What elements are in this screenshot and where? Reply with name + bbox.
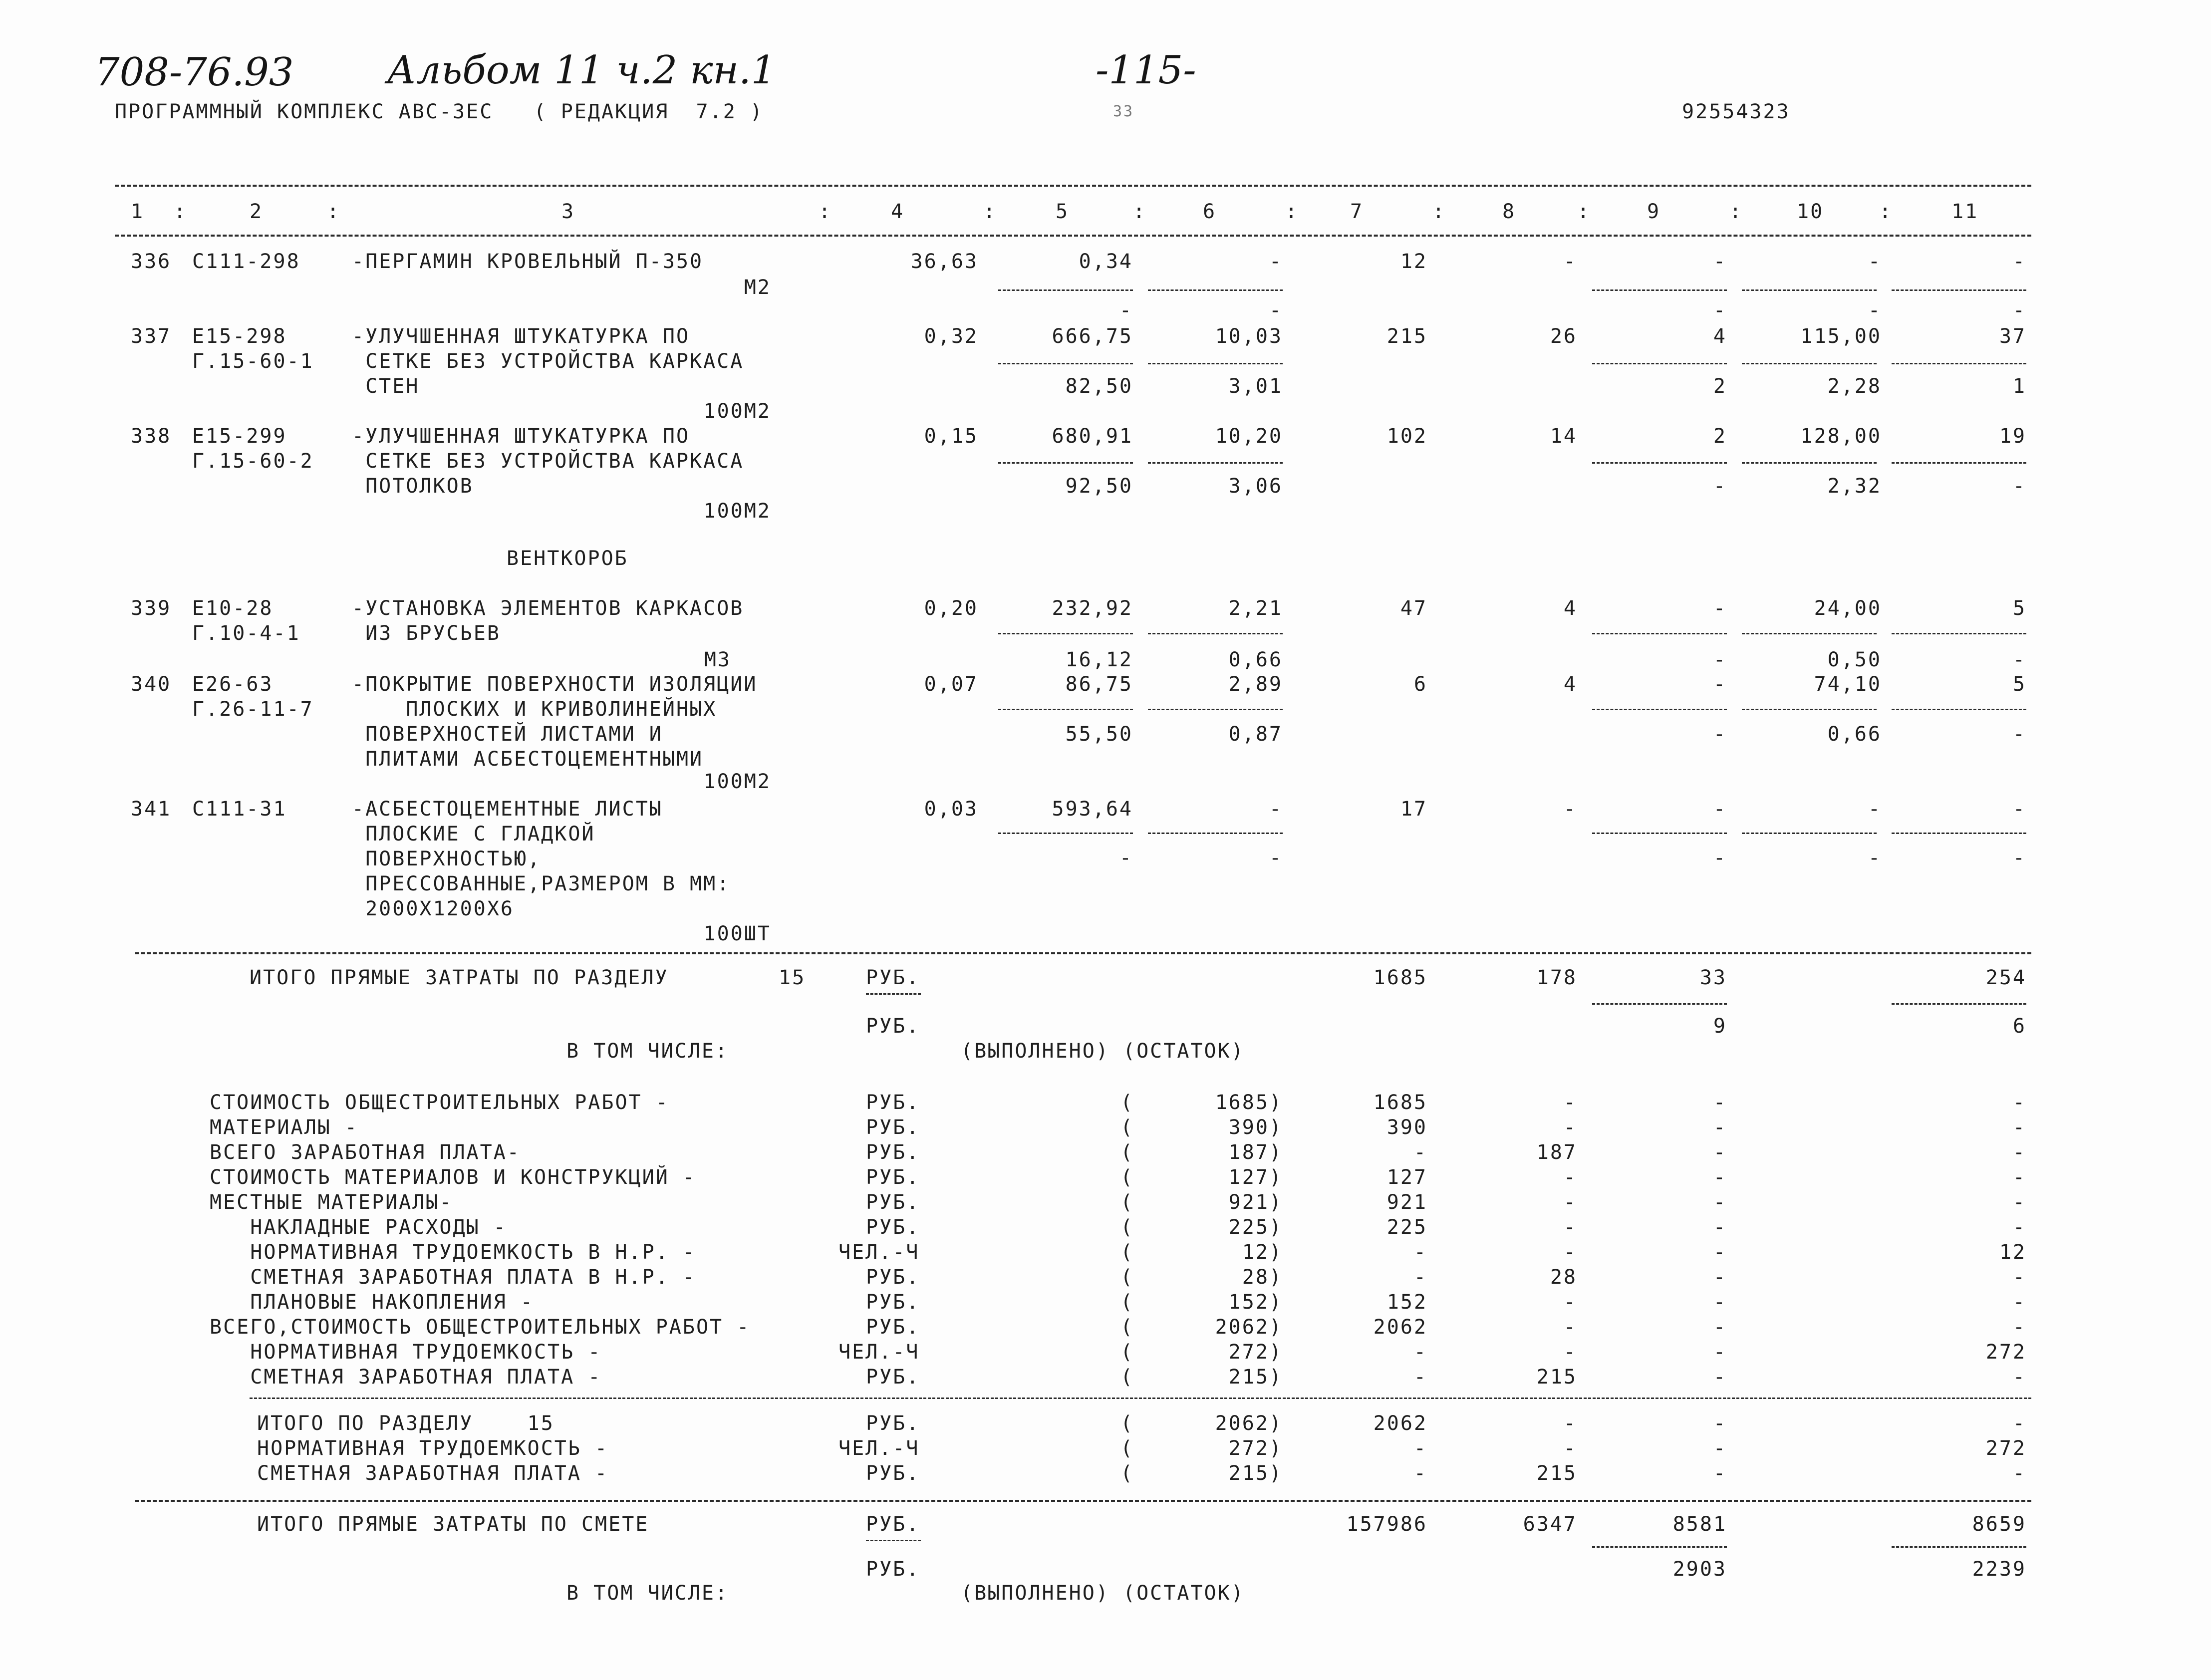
breakdown-label: ВСЕГО ЗАРАБОТНАЯ ПЛАТА- [210,1141,521,1164]
cell-col9: - [1713,597,1727,620]
row-description: ПОТОЛКОВ [352,475,474,498]
cell-col8: - [1563,1116,1577,1139]
cell-col11: - [2012,1412,2026,1435]
col-header-7: 7 [1350,200,1364,223]
row-code-ref: Г.10-4-1 [192,622,300,645]
row-number: 340 [131,673,172,696]
cell-col8: - [1563,1437,1577,1460]
cell-col8: - [1563,1166,1577,1189]
cell-col5-sub: - [1119,846,1133,869]
cell-col11: - [2012,1316,2026,1339]
cell-col9: - [1713,1462,1727,1485]
row-code-ref: Г.15-60-1 [192,350,314,373]
cell-col7: - [1413,1462,1427,1485]
cell-col4: 0,32 [924,325,978,348]
cell-col10: 115,00 [1800,325,1882,348]
row-description: ПЛИТАМИ АСБЕСТОЦЕМЕНТНЫМИ [352,748,704,771]
row-description: -АСБЕСТОЦЕМЕНТНЫЕ ЛИСТЫ [352,798,663,821]
row-description: -ПОКРЫТИЕ ПОВЕРХНОСТИ ИЗОЛЯЦИИ [352,673,758,696]
cell-col11-sub: 1 [2012,375,2026,398]
cell-col8: - [1563,1216,1577,1239]
breakdown-label: СМЕТНАЯ ЗАРАБОТНАЯ ПЛАТА - [210,1366,602,1389]
cell-col7: 225 [1386,1216,1427,1239]
cell-col7: - [1413,1141,1427,1164]
cell-col9: - [1713,1412,1727,1435]
breakdown-unit: РУБ. [866,1166,920,1189]
col-header-2: 2 [250,200,264,223]
row-description: -УЛУЧШЕННАЯ ШТУКАТУРКА ПО [352,425,690,448]
cell-col7: 2062 [1373,1412,1427,1435]
cell-col9: - [1713,1316,1727,1339]
cell-col8: 4 [1563,597,1577,620]
cell-col6: - [1269,798,1283,821]
cell-col9: - [1713,1141,1727,1164]
cell-col9-sub: - [1713,475,1727,498]
cell-col11: - [2012,1116,2026,1139]
row-description: -УЛУЧШЕННАЯ ШТУКАТУРКА ПО [352,325,690,348]
cell-col5: 593,64 [1052,798,1133,821]
cell-col11-sub: - [2012,475,2026,498]
breakdown-label: НОРМАТИВНАЯ ТРУДОЕМКОСТЬ В Н.Р. - [210,1241,696,1264]
cell-col7: 1685 [1373,966,1427,989]
breakdown-value: 390) [1228,1116,1283,1139]
row-number: 341 [131,798,172,821]
summary-value: 272) [1228,1437,1283,1460]
estimate-total-label: ИТОГО ПРЯМЫЕ ЗАТРАТЫ ПО СМЕТЕ [257,1513,649,1536]
cell-col7: 215 [1386,325,1427,348]
breakdown-label: ВСЕГО,СТОИМОСТЬ ОБЩЕСТРОИТЕЛЬНЫХ РАБОТ - [210,1316,751,1339]
cell-col6-sub: 3,06 [1228,475,1283,498]
cell-col9-sub: - [1713,648,1727,671]
breakdown-label: СМЕТНАЯ ЗАРАБОТНАЯ ПЛАТА В Н.Р. - [210,1266,696,1289]
cell-col7: - [1413,1366,1427,1389]
breakdown-label: МАТЕРИАЛЫ - [210,1116,358,1139]
cell-col8: 28 [1550,1266,1577,1289]
col-header-9: 9 [1647,200,1661,223]
breakdown-label: ПЛАНОВЫЕ НАКОПЛЕНИЯ - [210,1291,534,1314]
row-number: 339 [131,597,172,620]
row-description: ПРЕССОВАННЫЕ,РАЗМЕРОМ В ММ: [352,872,731,895]
cell-col9: 2 [1713,425,1727,448]
section-total-rule [135,952,2031,954]
header-top-rule [115,185,2031,187]
row-number: 337 [131,325,172,348]
cell-col7: 2062 [1373,1316,1427,1339]
cell-col11: 19 [1999,425,2026,448]
row-code: Е10-28 [192,597,274,620]
cell-col11: - [2012,1191,2026,1214]
cell-col8: - [1563,1341,1577,1364]
estimate-total-unit: РУБ. [866,1558,920,1581]
cell-col9: 4 [1713,325,1727,348]
cell-col9: - [1713,673,1727,696]
row-code: С111-298 [192,250,300,273]
cell-col9-sub: 2 [1713,375,1727,398]
breakdown-unit: РУБ. [866,1116,920,1139]
cell-col10-sub: 0,50 [1827,648,1882,671]
cell-col10-sub: - [1868,846,1882,869]
cell-col5-sub: 92,50 [1065,475,1133,498]
header-bottom-rule [115,235,2031,237]
breakdown-unit: ЧЕЛ.-Ч [838,1241,920,1264]
program-line: ПРОГРАММНЫЙ КОМПЛЕКС АВС-3ЕС ( РЕДАКЦИЯ 7.2 ) [115,100,764,123]
cell-col11: 5 [2012,673,2026,696]
summary-label: СМЕТНАЯ ЗАРАБОТНАЯ ПЛАТА - [257,1462,609,1485]
breakdown-value: 921) [1228,1191,1283,1214]
cell-col9: - [1713,798,1727,821]
cell-col9: - [1713,1341,1727,1364]
cell-col11-sub: - [2012,648,2026,671]
cell-col11: - [2012,1091,2026,1114]
section-total-unit: РУБ. [866,1015,920,1038]
breakdown-unit: РУБ. [866,1266,920,1289]
col-header-1: 1 [131,200,145,223]
cell-col8: 215 [1536,1366,1577,1389]
cell-col6: 10,20 [1215,425,1283,448]
cell-col9: - [1713,1116,1727,1139]
breakdown-unit: РУБ. [866,1366,920,1389]
breakdown-label: СТОИМОСТЬ ОБЩЕСТРОИТЕЛЬНЫХ РАБОТ - [210,1091,669,1114]
done-remain-label: (ВЫПОЛНЕНО) (ОСТАТОК) [961,1582,1245,1605]
row-unit: 100ШТ [703,922,771,945]
album-handwritten: Альбом 11 ч.2 кн.1 [387,48,776,93]
cell-col9: - [1713,1291,1727,1314]
row-description: ПОВЕРХНОСТЕЙ ЛИСТАМИ И [352,723,663,746]
cell-col11: 12 [1999,1241,2026,1264]
cell-col10: - [1868,250,1882,273]
cell-col9: - [1713,250,1727,273]
row-description: СЕТКЕ БЕЗ УСТРОЙСТВА КАРКАСА [352,450,744,473]
cell-col10-sub: 2,32 [1827,475,1882,498]
cell-col11: - [2012,798,2026,821]
row-unit: М2 [744,276,771,299]
cell-col9: - [1713,1091,1727,1114]
cell-col11-sub: 6 [2012,1015,2026,1038]
breakdown-value: 1685) [1215,1091,1283,1114]
cell-col4: 0,03 [924,798,978,821]
breakdown-unit: РУБ. [866,1316,920,1339]
cell-col9-sub: - [1713,299,1727,322]
estimate-total-unit: РУБ. [866,1513,920,1536]
breakdown-unit: РУБ. [866,1216,920,1239]
cell-col5: 680,91 [1052,425,1133,448]
cell-col8: 14 [1550,425,1577,448]
page-number-handwritten: -115- [1096,48,1196,93]
cell-col6-sub: 3,01 [1228,375,1283,398]
cell-col9-sub: 2903 [1672,1558,1727,1581]
cell-col9: - [1713,1216,1727,1239]
done-remain-label: (ВЫПОЛНЕНО) (ОСТАТОК) [961,1040,1245,1063]
breakdown-unit: РУБ. [866,1141,920,1164]
cell-col7: 390 [1386,1116,1427,1139]
cell-col5: 666,75 [1052,325,1133,348]
cell-col9: 33 [1699,966,1727,989]
breakdown-unit: РУБ. [866,1291,920,1314]
row-unit: 100М2 [703,770,771,793]
cell-col11-sub: 2239 [1972,1558,2026,1581]
row-description: ПОВЕРХНОСТЬЮ, [352,847,542,870]
cell-col7: 12 [1400,250,1427,273]
cell-col7: 127 [1386,1166,1427,1189]
cell-col11-sub: - [2012,846,2026,869]
including-label: В ТОМ ЧИСЛЕ: [566,1582,729,1605]
cell-col11-sub: - [2012,299,2026,322]
cell-col9: 8581 [1672,1513,1727,1536]
cell-col7: - [1413,1437,1427,1460]
col-header-4: 4 [891,200,905,223]
breakdown-unit: РУБ. [866,1091,920,1114]
breakdown-value: 28) [1242,1266,1283,1289]
cell-col11: - [2012,1166,2026,1189]
row-code-ref: Г.15-60-2 [192,450,314,473]
summary-value: 2062) [1215,1412,1283,1435]
cell-col8: - [1563,1316,1577,1339]
cell-col7: 6 [1413,673,1427,696]
cell-col9: - [1713,1366,1727,1389]
cell-col7: 921 [1386,1191,1427,1214]
cell-col11: 254 [1985,966,2026,989]
cell-col5-sub: 16,12 [1065,648,1133,671]
cell-col6-sub: - [1269,846,1283,869]
breakdown-value: 152) [1228,1291,1283,1314]
cell-col6: 2,89 [1228,673,1283,696]
breakdown-label: СТОИМОСТЬ МАТЕРИАЛОВ И КОНСТРУКЦИЙ - [210,1166,696,1189]
cell-col9-sub: - [1713,723,1727,746]
cell-col9: - [1713,1437,1727,1460]
summary-label: НОРМАТИВНАЯ ТРУДОЕМКОСТЬ - [257,1437,609,1460]
cell-col11: 8659 [1972,1513,2026,1536]
row-description: ПЛОСКИХ И КРИВОЛИНЕЙНЫХ [352,698,717,721]
row-number: 338 [131,425,172,448]
cell-col8: - [1563,798,1577,821]
cell-col10: - [1868,798,1882,821]
cell-col11: - [2012,1266,2026,1289]
cell-col4: 0,20 [924,597,978,620]
cell-col11: 272 [1985,1437,2026,1460]
col-header-11: 11 [1951,200,1979,223]
cell-col10: 24,00 [1814,597,1882,620]
breakdown-value: 215) [1228,1366,1283,1389]
cell-col5-sub: 55,50 [1065,723,1133,746]
cell-col8: 215 [1536,1462,1577,1485]
summary-unit: РУБ. [866,1462,920,1485]
cell-col11: 272 [1985,1341,2026,1364]
breakdown-unit: РУБ. [866,1191,920,1214]
cell-col10: 74,10 [1814,673,1882,696]
row-description: ИЗ БРУСЬЕВ [352,622,501,645]
cell-col4: 0,15 [924,425,978,448]
cell-col11: - [2012,1291,2026,1314]
cell-col5-sub: 82,50 [1065,375,1133,398]
cell-col8: 187 [1536,1141,1577,1164]
cell-col11-sub: - [2012,723,2026,746]
cell-col10-sub: 2,28 [1827,375,1882,398]
cell-col11: - [2012,1141,2026,1164]
row-code: Е15-298 [192,325,287,348]
cell-col11: 37 [1999,325,2026,348]
cell-col9-sub: 9 [1713,1015,1727,1038]
breakdown-value: 272) [1228,1341,1283,1364]
cell-col5: 86,75 [1065,673,1133,696]
cell-col11: - [2012,1216,2026,1239]
cell-col9: - [1713,1266,1727,1289]
cell-col7: - [1413,1241,1427,1264]
cell-col7: 102 [1386,425,1427,448]
breakdown-label: МЕСТНЫЕ МАТЕРИАЛЫ- [210,1191,453,1214]
cell-col7: 47 [1400,597,1427,620]
doc-code-handwritten: 708-76.93 [95,50,294,95]
row-code: Е26-63 [192,673,274,696]
summary-label: ИТОГО ПО РАЗДЕЛУ 15 [257,1412,554,1435]
cell-col7: - [1413,1266,1427,1289]
cell-col6: 2,21 [1228,597,1283,620]
cell-col11: - [2012,1366,2026,1389]
row-number: 336 [131,250,172,273]
cell-col6-sub: 0,66 [1228,648,1283,671]
col-header-8: 8 [1502,200,1516,223]
cell-col7: 17 [1400,798,1427,821]
summary-unit: ЧЕЛ.-Ч [838,1437,920,1460]
cell-col9: - [1713,1241,1727,1264]
row-description: -УСТАНОВКА ЭЛЕМЕНТОВ КАРКАСОВ [352,597,744,620]
cell-col6: - [1269,250,1283,273]
cell-col5-sub: - [1119,299,1133,322]
cell-col6: 10,03 [1215,325,1283,348]
breakdown-value: 2062) [1215,1316,1283,1339]
row-unit: 100М2 [703,500,771,523]
row-description: -ПЕРГАМИН КРОВЕЛЬНЫЙ П-350 [352,250,704,273]
cell-col8: 4 [1563,673,1577,696]
cell-col4: 36,63 [910,250,978,273]
section-total-label: ИТОГО ПРЯМЫЕ ЗАТРАТЫ ПО РАЗДЕЛУ [250,966,669,989]
cell-col10-sub: 0,66 [1827,723,1882,746]
breakdown-label: НОРМАТИВНАЯ ТРУДОЕМКОСТЬ - [210,1341,602,1364]
cell-col7: 157986 [1346,1513,1427,1536]
cell-col8: - [1563,1412,1577,1435]
cell-col8: 26 [1550,325,1577,348]
summary-unit: РУБ. [866,1412,920,1435]
cell-col7: 1685 [1373,1091,1427,1114]
document-id: 92554323 [1682,100,1790,123]
including-label: В ТОМ ЧИСЛЕ: [566,1040,729,1063]
breakdown-unit: ЧЕЛ.-Ч [838,1341,920,1364]
col-header-6: 6 [1203,200,1217,223]
section-total-unit: РУБ. [866,966,920,989]
cell-col5: 232,92 [1052,597,1133,620]
col-header-3: 3 [561,200,575,223]
cell-col11: - [2012,1462,2026,1485]
cell-col6-sub: - [1269,299,1283,322]
col-header-5: 5 [1056,200,1070,223]
cell-col6-sub: 0,87 [1228,723,1283,746]
cell-col4: 0,07 [924,673,978,696]
cell-col8: - [1563,250,1577,273]
row-description: 2000Х1200Х6 [352,897,514,920]
cell-col9: - [1713,1166,1727,1189]
section-number: 15 [779,966,806,989]
subsection-title: ВЕНТКОРОБ [507,547,628,570]
cell-col10: 128,00 [1800,425,1882,448]
cell-col11: - [2012,250,2026,273]
row-description: ПЛОСКИЕ С ГЛАДКОЙ [352,823,595,845]
cell-col8: 6347 [1523,1513,1577,1536]
small-mark: 33 [1113,103,1134,120]
cell-col8: 178 [1536,966,1577,989]
breakdown-value: 127) [1228,1166,1283,1189]
cell-col10-sub: - [1868,299,1882,322]
row-code-ref: Г.26-11-7 [192,698,314,721]
summary-value: 215) [1228,1462,1283,1485]
breakdown-value: 12) [1242,1241,1283,1264]
cell-col7: - [1413,1341,1427,1364]
cell-col9-sub: - [1713,846,1727,869]
row-code: С111-31 [192,798,287,821]
col-header-10: 10 [1797,200,1824,223]
row-code: Е15-299 [192,425,287,448]
row-description: СТЕН [352,375,420,398]
document-page: 708-76.93 Альбом 11 ч.2 кн.1 -115- ПРОГРАММНЫЙ КОМПЛЕКС АВС-3ЕС ( РЕДАКЦИЯ 7.2 ) 33 92554323 1 : 2 : 3 : 4 : 5 : 6 : 7 : 8 : 9 : 10 : 11 336 С111-298 -ПЕРГАМИН КРОВЕЛЬНЫЙ П-350 М2 36,63 0,34 - 12 - - - - - - - - - 337 Е15-298 Г.15-60-1 -УЛУЧШЕННАЯ ШТУКАТУРКА ПО СЕТКЕ БЕЗ УСТРОЙСТВА КАРКАСА СТЕН 100М2 0,32 666,75 10,03 215 26 4 115,00 37 82,50 3,01 2 2,28 1 338 Е15-299 Г.15-60-2 -УЛУЧШЕННАЯ ШТУКАТУРКА ПО СЕТКЕ БЕЗ УСТРОЙСТВА КАРКАСА ПОТОЛКОВ 100М2 0,15 680,91 10,20 102 14 2 128,00 19 92,50 3,06 - 2,32 - ВЕНТКОРОБ 339 Е10-28 Г.10-4-1 -УСТАНОВКА ЭЛЕМЕНТОВ КАРКАСОВ ИЗ БРУСЬЕВ М3 0,20 232,92 2,21 47 4 - 24,00 5 16,12 0,66 - 0,50 - 340 Е26-63 Г.26-11-7 -ПОКРЫТИЕ ПОВЕРХНОСТИ ИЗОЛЯЦИИ ПЛОСКИХ И КРИВОЛИНЕЙНЫХ ПОВЕРХНОСТЕЙ ЛИСТАМИ И ПЛИТАМИ АСБЕСТОЦЕМЕНТНЫМИ 100М2 0,07 86,75 2,89 6 4 - 74,10 5 55,50 0,87 - 0,66 - 341 С111-31 -АСБЕСТОЦЕМЕНТНЫЕ ЛИСТЫ ПЛОСКИЕ С ГЛАДКОЙ ПОВЕРХНОСТЬЮ, ПРЕССОВАННЫЕ,РАЗМЕРОМ В ММ: 2000Х1200Х6 100ШТ 0,03 593,64 - 17 - - - - - - - - - ИТОГО ПРЯМЫЕ ЗАТРАТЫ ПО РАЗДЕЛУ 15 РУБ. 1685 178 33 254 РУБ. 9 6 В ТОМ ЧИСЛЕ: (ВЫПОЛНЕНО) (ОСТАТОК) СТОИМОСТЬ ОБЩЕСТРОИТЕЛЬНЫХ РАБОТ - РУБ. ( 1685) 1685 - - - МАТЕРИАЛЫ - РУБ. ( 390) 390 - - - ВСЕГО ЗАРАБОТНАЯ ПЛАТА- РУБ. ( 187) - 187 - - СТОИМОСТЬ МАТЕРИАЛОВ И КОНСТРУКЦИЙ - РУБ. ( 127) 127 - - - МЕСТНЫЕ МАТЕРИАЛЫ- РУБ. ( 921) 921 - - - НАКЛАДНЫЕ РАСХОДЫ - РУБ. ( 225) 225 - - - НОРМАТИВНАЯ ТРУДОЕМКОСТЬ В Н.Р. - ЧЕЛ.-Ч ( 12) - - - 12 СМЕТНАЯ ЗАРАБОТНАЯ ПЛАТА В Н.Р. - РУБ. ( 28) - 28 - - ПЛАНОВЫЕ НАКОПЛЕНИЯ - РУБ. ( 152) 152 - - - ВСЕГО,СТОИМОСТЬ ОБЩЕСТРОИТЕЛЬНЫХ РАБОТ - РУБ. ( 2062) 2062 - - - НОРМАТИВНАЯ ТРУДОЕМКОСТЬ - ЧЕЛ.-Ч ( 272) - - - 272 СМЕТНАЯ ЗАРАБОТНАЯ ПЛАТА - РУБ. ( 215) - 215 - - ИТОГО ПО РАЗДЕЛУ 15 РУБ. ( 2062) 2062 - - - НОРМАТИВНАЯ ТРУДОЕМКОСТЬ - ЧЕЛ.-Ч ( 272) - - - 272 СМЕТНАЯ ЗАРАБОТНАЯ ПЛАТА - РУБ. ( 215) - 215 - - ИТОГО ПРЯМЫЕ ЗАТРАТЫ ПО СМЕТЕ РУБ. 157986 6347 8581 8659 РУБ. 2903 2239 В ТОМ ЧИСЛЕ: (ВЫПОЛНЕНО) (ОСТАТОК) [0,0,2211,1680]
cell-col11: 5 [2012,597,2026,620]
row-unit: М3 [704,648,731,671]
cell-col8: - [1563,1241,1577,1264]
cell-col8: - [1563,1191,1577,1214]
row-description: СЕТКЕ БЕЗ УСТРОЙСТВА КАРКАСА [352,350,744,373]
cell-col8: - [1563,1291,1577,1314]
cell-col9: - [1713,1191,1727,1214]
breakdown-value: 225) [1228,1216,1283,1239]
breakdown-value: 187) [1228,1141,1283,1164]
section-summary-rule [250,1398,2031,1399]
cell-col5: 0,34 [1079,250,1133,273]
breakdown-label: НАКЛАДНЫЕ РАСХОДЫ - [210,1216,507,1239]
row-unit: 100М2 [703,400,771,423]
cell-col7: 152 [1386,1291,1427,1314]
cell-col8: - [1563,1091,1577,1114]
estimate-total-rule [135,1500,2031,1502]
